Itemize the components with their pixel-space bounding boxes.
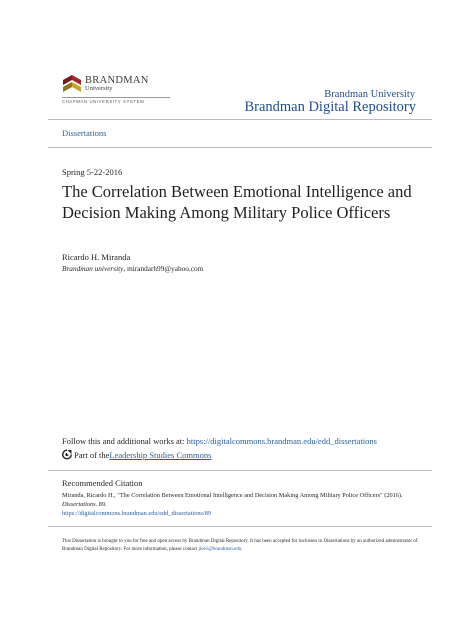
- repository-name[interactable]: Brandman Digital Repository: [244, 99, 416, 115]
- citation-body: Miranda, Ricardo H., "The Correlation Between Emotional Intelligence and Decision Making Among Military Police Officers" (2016).: [62, 492, 403, 499]
- follow-line: [62, 436, 377, 446]
- digital-commons-network-icon: [62, 449, 72, 460]
- part-of-line: [62, 449, 211, 460]
- notice-end: .: [241, 547, 243, 552]
- brandman-logo[interactable]: [62, 74, 172, 104]
- citation-series: Dissertations: [62, 501, 96, 508]
- notice-divider: [48, 526, 432, 527]
- leadership-commons-link[interactable]: Leadership Studies Commons: [109, 449, 212, 460]
- citation-text: [62, 491, 422, 518]
- collection-url-link[interactable]: https://digitalcommons.brandman.edu/edd_dissertations: [186, 436, 377, 446]
- affiliation-institution: Brandman university: [62, 264, 124, 273]
- citation-divider: [48, 470, 432, 471]
- access-notice: [62, 538, 422, 554]
- part-of-prefix: Part of the: [74, 449, 110, 460]
- citation-heading: Recommended Citation: [62, 478, 143, 488]
- author-affiliation: [62, 264, 203, 273]
- affiliation-email: , mirandarh99@yahoo.com: [123, 264, 204, 273]
- logo-name: BRANDMAN: [85, 75, 149, 86]
- follow-prefix: Follow this and additional works at:: [62, 436, 187, 446]
- article-title: The Correlation Between Emotional Intelligence and Decision Making Among Military Police Officers: [62, 182, 412, 222]
- logo-tagline: CHAPMAN UNIVERSITY SYSTEM: [62, 98, 145, 104]
- logo-sub: University: [85, 85, 113, 92]
- citation-url-link[interactable]: https://digitalcommons.brandman.edu/edd_dissertations/89: [62, 510, 212, 517]
- contact-email-link[interactable]: jlee1@brandman.edu: [198, 547, 242, 552]
- header-divider: [48, 119, 432, 120]
- series-divider: [48, 147, 432, 148]
- notice-text: This Dissertation is brought to you for free and open access by Brandman Digital Repository. It has been accepted for inclusion in Dissertations by an authorized administrator of Brandman Digital Repository. For more information, please contact: [62, 539, 418, 552]
- repository-university: Brandman University: [324, 89, 415, 100]
- brandman-shield-icon: [62, 74, 82, 96]
- publication-date: Spring 5-22-2016: [62, 167, 123, 177]
- citation-number: . 89.: [95, 501, 107, 508]
- author-name: Ricardo H. Miranda: [62, 252, 131, 262]
- series-link[interactable]: Dissertations: [62, 128, 107, 138]
